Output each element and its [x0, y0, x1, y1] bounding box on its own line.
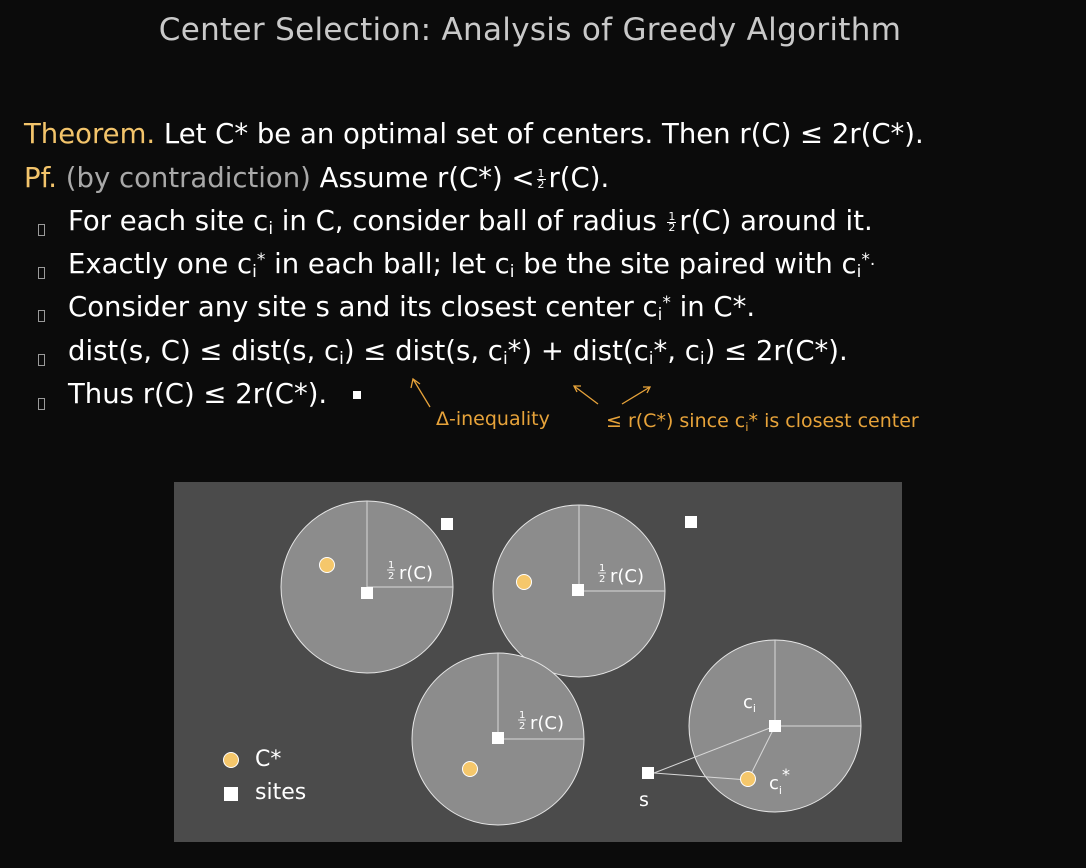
- legend-center-icon: [224, 753, 239, 768]
- proof-assume-end: r(C).: [548, 162, 610, 194]
- proof-label: Pf.: [24, 162, 58, 194]
- radius-label: [387, 560, 433, 584]
- bullet-5: Thus r(C) ≤ 2r(C*).: [68, 378, 361, 410]
- svg-text:1: 1: [599, 563, 606, 574]
- site-square: [361, 587, 373, 599]
- ball-2: [493, 505, 665, 677]
- svg-text:1: 1: [519, 710, 526, 721]
- theorem-label: Theorem.: [24, 118, 156, 150]
- radius-label: [598, 563, 644, 587]
- ci-label: $c_i$: [743, 692, 756, 715]
- s-label: s: [639, 789, 649, 811]
- bullet-4: dist(s, C) ≤ dist(s, $c_i$) ≤ dist(s, $c_i*$) + $dist(c_i*$, $c_i) \le 2r(C*)$.: [68, 335, 848, 369]
- fraction-half: $\frac{1}{2}$: [668, 209, 676, 234]
- legend-sites-label: sites: [255, 780, 307, 805]
- legend-centers-label: C*: [255, 747, 282, 772]
- radius-label: [518, 710, 564, 734]
- svg-text:2: 2: [388, 571, 395, 582]
- theorem-text: Let C* be an optimal set of centers. Then r(C) ≤ 2r(C*).: [163, 118, 924, 150]
- svg-text:r(C): r(C): [399, 563, 434, 584]
- site-s-square: [642, 767, 654, 779]
- center-dot: [463, 762, 478, 777]
- bullet-1: For each site $c_i$ in C, consider ball of radius $\frac{1}{2}$ r(C) around it.: [68, 205, 873, 239]
- triangle-inequality-note: Δ-inequality: [436, 408, 550, 430]
- proof-assume: Assume r(C*) <: [319, 162, 535, 194]
- proof-method: (by contradiction): [65, 162, 311, 194]
- svg-text:1: 1: [388, 560, 395, 571]
- center-dot: [517, 575, 532, 590]
- site-ci-square: [769, 720, 781, 732]
- svg-text:r(C): r(C): [610, 566, 645, 587]
- site-square: [441, 518, 453, 530]
- slide-title: Center Selection: Analysis of Greedy Algorithm: [158, 12, 902, 48]
- ci-star-label: $c_i*$: [769, 765, 790, 797]
- center-dot: [320, 558, 335, 573]
- bullet-2: Exactly one $c_i^*$ in each ball; let $c_i$ be the site paired with $c_i^{*.}$: [68, 248, 876, 282]
- ball-1: [281, 501, 453, 673]
- bullet-3: Consider any site s and its closest center $c_i^*$ in C*.: [68, 291, 756, 325]
- legend-site-icon: [224, 787, 238, 801]
- svg-text:r(C): r(C): [530, 713, 565, 734]
- svg-text:2: 2: [519, 721, 526, 732]
- center-ci-star-dot: [741, 772, 756, 787]
- site-square: [572, 584, 584, 596]
- site-square: [685, 516, 697, 528]
- closest-center-note: ≤ r(C*) since $c_i*$ is closest center: [606, 410, 919, 434]
- svg-text:2: 2: [599, 574, 606, 585]
- ball-3: [412, 653, 584, 825]
- site-square: [492, 732, 504, 744]
- fraction-half: $\frac{1}{2}$: [537, 166, 545, 191]
